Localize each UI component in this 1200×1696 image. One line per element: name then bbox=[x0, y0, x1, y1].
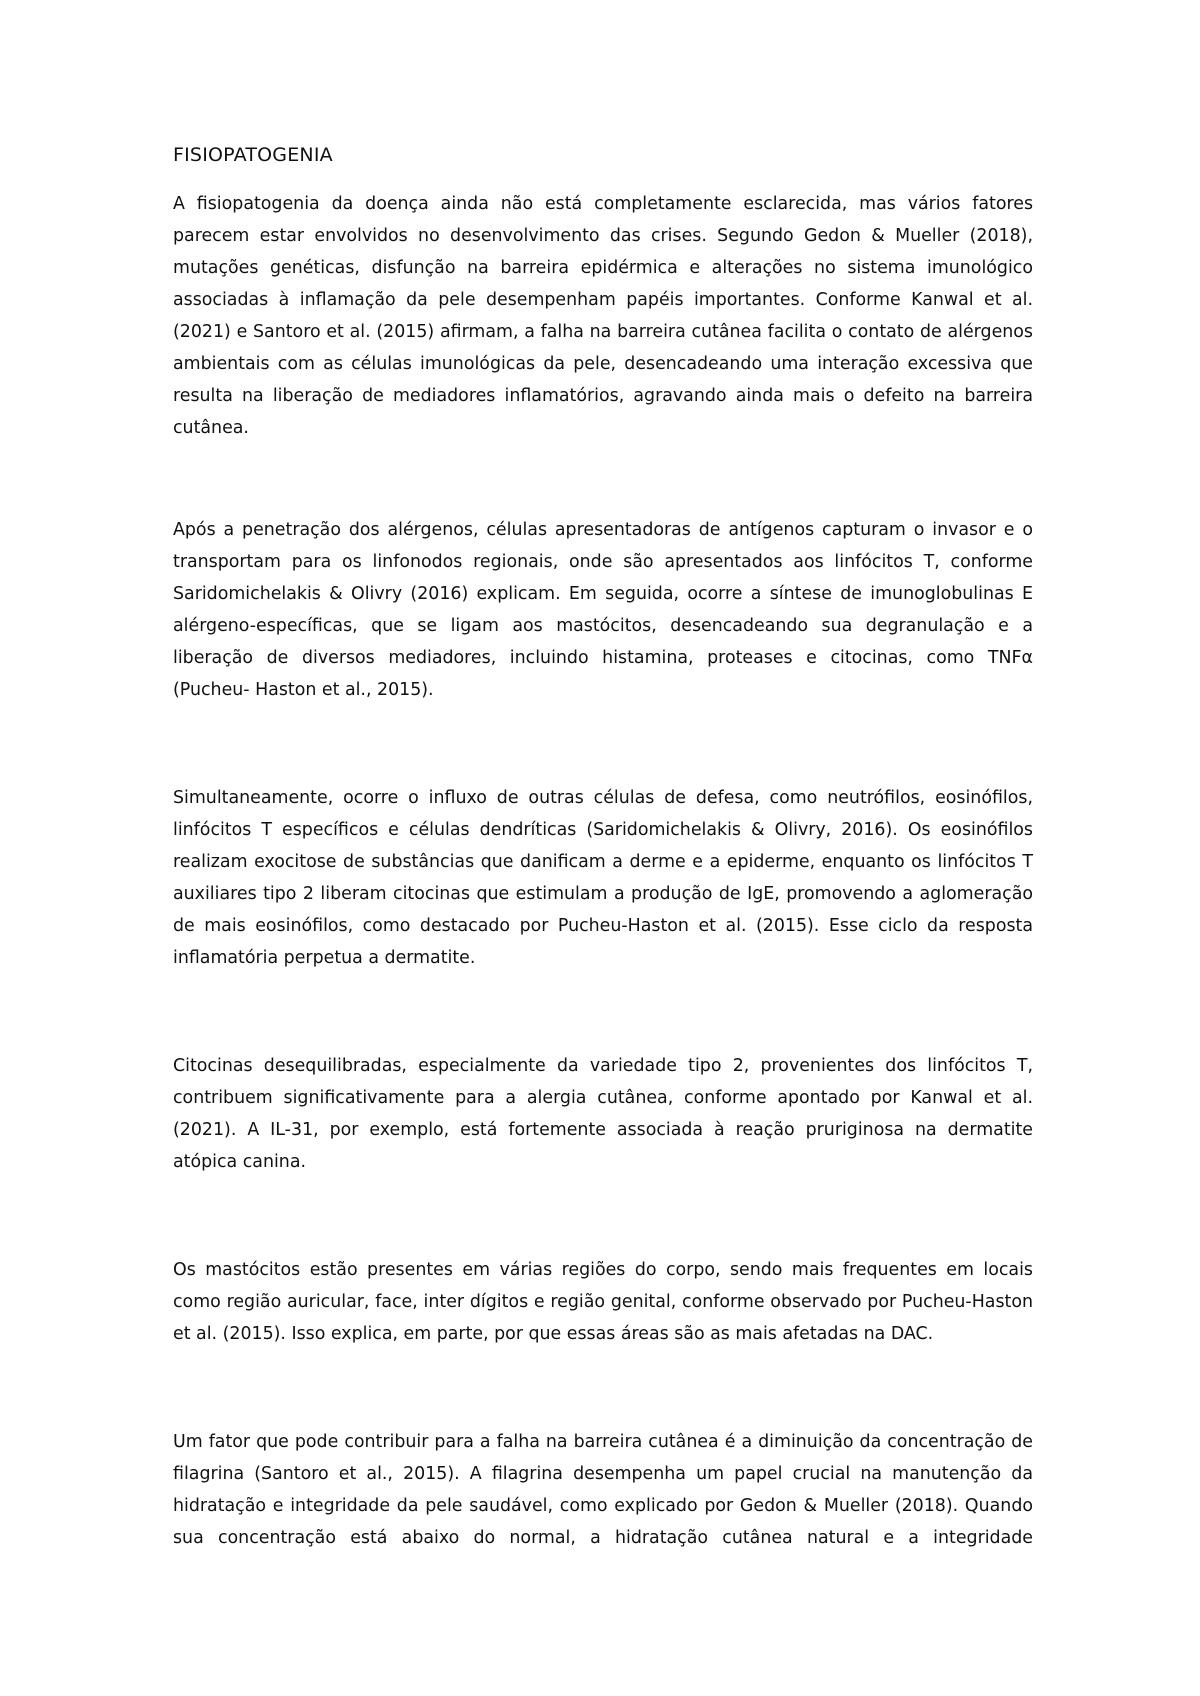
paragraph-cytokines: Citocinas desequilibradas, especialmente da variedade tipo 2, provenientes dos linfócitos T, contribuem significativamente para a alergia cutânea, conforme apontado por Kanwal et al. (2021). A IL-31, por exemplo, está fortemente associada à reação pruriginosa na dermatite atópica canina. bbox=[173, 1056, 1033, 1172]
paragraph-allergen-penetration: Após a penetração dos alérgenos, células apresentadoras de antígenos capturam o invasor e o transportam para os linfonodos regionais, onde são apresentados aos linfócitos T, conforme Saridomichelakis & Olivry (2016) explicam. Em seguida, ocorre a síntese de imunoglobulinas E alérgeno-específicas, que se ligam aos mastócitos, desencadeando sua degranulação e a liberação de diversos mediadores, incluindo histamina, proteases e citocinas, como TNFα (Pucheu- Haston et al., 2015). bbox=[173, 520, 1033, 700]
document-page bbox=[173, 140, 1033, 1554]
paragraph-mast-cells: Os mastócitos estão presentes em várias regiões do corpo, sendo mais frequentes em locais como região auricular, face, inter dígitos e região genital, conforme observado por Pucheu-Haston et al. (2015). Isso explica, em parte, por que essas áreas são as mais afetadas na DAC. bbox=[173, 1260, 1033, 1344]
section-heading: FISIOPATOGENIA bbox=[173, 144, 333, 166]
paragraph-defense-cell-influx: Simultaneamente, ocorre o influxo de outras células de defesa, como neutrófilos, eosinófilos, linfócitos T específicos e células dendríticas (Saridomichelakis & Olivry, 2016). Os eosinófilos realizam exocitose de substâncias que danificam a derme e a epiderme, enquanto os linfócitos T auxiliares tipo 2 liberam citocinas que estimulam a produção de IgE, promovendo a aglomeração de mais eosinófilos, como destacado por Pucheu-Haston et al. (2015). Esse ciclo da resposta inflamatória perpetua a dermatite. bbox=[173, 788, 1033, 968]
paragraph-pathogenesis-intro: A fisiopatogenia da doença ainda não está completamente esclarecida, mas vários fatores parecem estar envolvidos no desenvolvimento das crises. Segundo Gedon & Mueller (2018), mutações genéticas, disfunção na barreira epidérmica e alterações no sistema imunológico associadas à inflamação da pele desempenham papéis importantes. Conforme Kanwal et al. (2021) e Santoro et al. (2015) afirmam, a falha na barreira cutânea facilita o contato de alérgenos ambientais com as células imunológicas da pele, desencadeando uma interação excessiva que resulta na liberação de mediadores inflamatórios, agravando ainda mais o defeito na barreira cutânea. bbox=[173, 194, 1033, 438]
paragraph-filaggrin: Um fator que pode contribuir para a falha na barreira cutânea é a diminuição da concentração de filagrina (Santoro et al., 2015). A filagrina desempenha um papel crucial na manutenção da hidratação e integridade da pele saudável, como explicado por Gedon & Mueller (2018). Quando sua concentração está abaixo do normal, a hidratação cutânea natural e a integridade bbox=[173, 1432, 1033, 1548]
